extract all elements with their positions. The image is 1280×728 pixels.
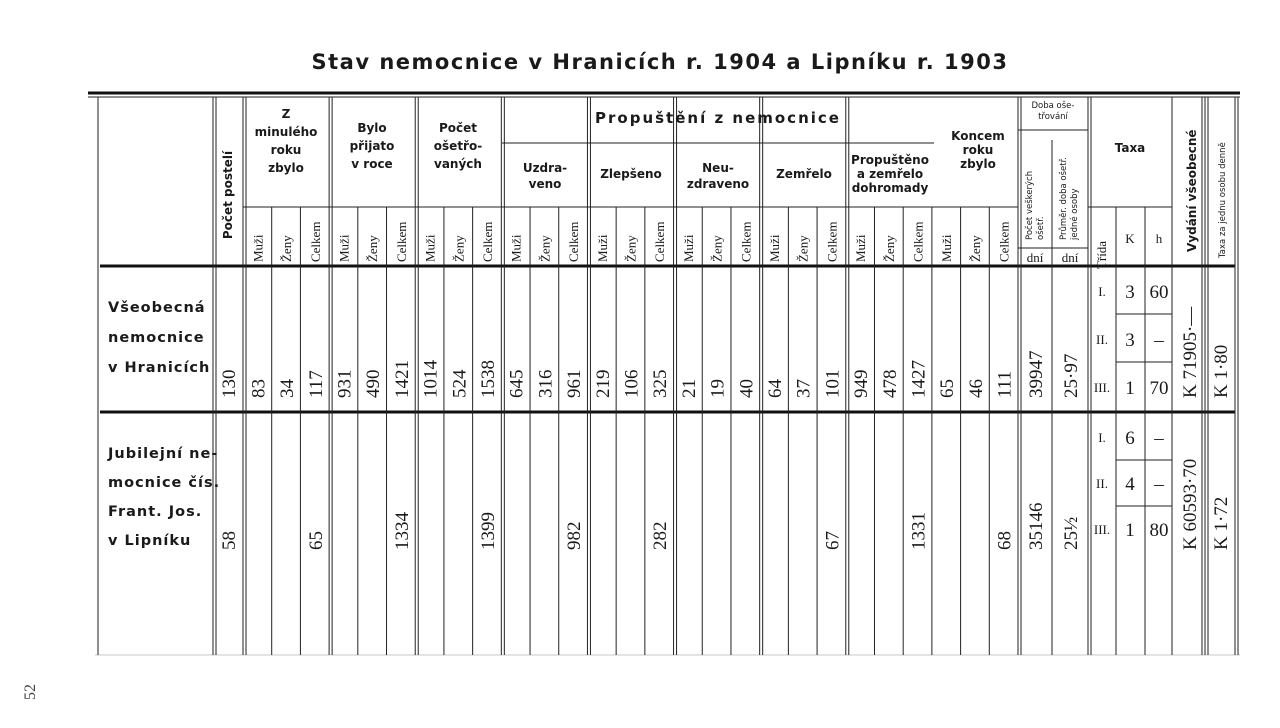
taxa-h: 60 (1149, 282, 1169, 303)
header-propusteno-dohromady: dohromady (851, 181, 929, 195)
taxa-trida: I. (1098, 430, 1106, 445)
cell-value: 961 (564, 369, 586, 398)
header-bylo-prijato: v roce (351, 157, 393, 171)
header-muzi: Muži (250, 234, 266, 262)
header-zeny: Ženy (709, 235, 725, 262)
header-pocet-osetrovanych: ošetřo- (433, 139, 483, 153)
cell-value: 67 (822, 531, 844, 550)
cell-value: 58 (219, 531, 240, 550)
header-zeny: Ženy (881, 235, 897, 262)
header-z-minuleho-roku: Z (281, 107, 291, 121)
header-neuzdraveno: zdraveno (686, 177, 750, 191)
header-propusteni: Propuštění z nemocnice (595, 109, 841, 127)
header-neuzdraveno: Neu- (702, 161, 734, 175)
header-celkem: Celkem (652, 221, 668, 262)
header-zeny: Ženy (365, 235, 381, 262)
taxa-osoba-value: K 1·72 (1211, 496, 1232, 550)
vydani-value: K 71905·— (1180, 306, 1201, 398)
cell-value: 316 (535, 369, 557, 398)
header-uzdraveno: Uzdra- (522, 161, 568, 175)
header-celkem: Celkem (910, 221, 926, 262)
row-label: v Hranicích (108, 360, 211, 376)
taxa-k: 1 (1125, 520, 1135, 541)
cell-value: 325 (650, 369, 672, 398)
header-dni-total: dní (1026, 250, 1044, 265)
cell-value: 106 (621, 369, 643, 398)
page-number: 52 (22, 684, 39, 700)
page-title: Stav nemocnice v Hranicích r. 1904 a Lipníku r. 1903 (311, 50, 1009, 74)
cell-value: 219 (592, 369, 614, 398)
header-zeny: Ženy (279, 235, 295, 262)
header-trida: Třída (1094, 240, 1109, 270)
cell-value: 39947 (1026, 350, 1047, 398)
header-propusteno-dohromady: Propuštěno (851, 153, 929, 167)
cell-value: 931 (334, 369, 356, 398)
cell-value: 949 (851, 369, 873, 398)
cell-value: 1399 (477, 512, 499, 550)
cell-value: 1427 (908, 360, 930, 398)
header-koncem-roku: roku (962, 143, 994, 157)
header-celkem: Celkem (996, 221, 1012, 262)
cell-value: 524 (449, 369, 471, 398)
cell-value: 478 (879, 369, 901, 398)
taxa-trida: I. (1098, 284, 1106, 299)
header-propusteno-dohromady: a zemřelo (856, 167, 924, 181)
taxa-trida: III. (1093, 522, 1111, 537)
taxa-k: 4 (1125, 474, 1135, 495)
cell-value: 19 (707, 379, 729, 398)
header-h: h (1155, 231, 1163, 246)
header-uzdraveno: veno (528, 177, 562, 191)
header-celkem: Celkem (824, 221, 840, 262)
cell-value: 490 (363, 369, 385, 398)
header-pocet-posteli: Počet postelí (221, 150, 235, 240)
cell-value: 117 (305, 370, 327, 398)
taxa-h: 80 (1149, 520, 1169, 541)
row-label: mocnice čís. (108, 475, 221, 491)
header-z-minuleho-roku: minulého (254, 125, 318, 139)
header-muzi: Muži (767, 234, 783, 262)
header-zeny: Ženy (537, 235, 553, 262)
header-muzi: Muži (508, 234, 524, 262)
cell-value: 982 (564, 521, 586, 550)
header-celkem: Celkem (738, 221, 754, 262)
cell-value: 25·97 (1061, 353, 1082, 398)
header-zeny: Ženy (795, 235, 811, 262)
taxa-trida: II. (1096, 476, 1108, 491)
header-dni-avg: dní (1061, 250, 1079, 265)
cell-value: 68 (994, 530, 1016, 550)
cell-value: 35146 (1026, 502, 1047, 550)
cell-value: 65 (937, 379, 959, 398)
cell-value: 1331 (908, 512, 930, 550)
header-zeny: Ženy (967, 235, 983, 262)
taxa-h: 70 (1149, 378, 1169, 399)
header-muzi: Muži (680, 234, 696, 262)
header-koncem-roku: Koncem (951, 129, 1005, 143)
taxa-trida: III. (1093, 380, 1111, 395)
header-taxa: Taxa (1114, 141, 1146, 155)
taxa-h: – (1154, 330, 1164, 351)
header-pocet-veskerych: Počet veškerých (1025, 170, 1035, 240)
vydani-value: K 60593·70 (1180, 458, 1201, 550)
cell-value: 1538 (477, 360, 499, 398)
header-muzi: Muži (594, 234, 610, 262)
cell-value: 282 (650, 521, 672, 550)
cell-value: 21 (678, 379, 700, 398)
header-celkem: Celkem (393, 221, 409, 262)
header-muzi: Muži (939, 234, 955, 262)
header-muzi: Muži (853, 234, 869, 262)
taxa-k: 3 (1125, 282, 1135, 303)
header-zeny: Ženy (623, 235, 639, 262)
cell-value: 101 (822, 369, 844, 398)
taxa-osoba-value: K 1·80 (1211, 344, 1232, 398)
header-bylo-prijato: Bylo (357, 121, 387, 135)
header-celkem: Celkem (566, 221, 582, 262)
header-taxa-za-osobu: Taxa za jednu osobu denně (1218, 142, 1228, 258)
cell-value: 65 (305, 531, 327, 550)
cell-value: 83 (248, 379, 270, 398)
cell-value: 130 (219, 369, 240, 398)
header-zemrelo: Zemřelo (776, 167, 832, 181)
cell-value: 1421 (391, 360, 413, 398)
cell-value: 1334 (391, 512, 413, 550)
taxa-trida: II. (1096, 332, 1108, 347)
cell-value: 645 (506, 369, 528, 398)
taxa-k: 6 (1125, 428, 1135, 449)
taxa-h: – (1154, 474, 1164, 495)
header-zlepseno: Zlepšeno (600, 167, 662, 181)
taxa-k: 1 (1125, 378, 1135, 399)
header-bylo-prijato: přijato (349, 139, 395, 153)
header-zeny: Ženy (451, 235, 467, 262)
header-pocet-osetrovanych: Počet (438, 121, 478, 135)
header-muzi: Muži (336, 234, 352, 262)
header-z-minuleho-roku: zbylo (268, 161, 304, 175)
header-vydani-vseobecne: Vydání všeobecné (1185, 129, 1199, 252)
header-doba-osetrovani: Doba oše- (1031, 101, 1075, 111)
cell-value: 1014 (420, 360, 442, 398)
cell-value: 46 (965, 379, 987, 398)
row-label: Všeobecná (108, 300, 206, 316)
header-pocet-osetrovanych: vaných (434, 157, 482, 171)
header-pocet-veskerych: ošetř. (1036, 216, 1046, 240)
cell-value: 34 (277, 379, 299, 398)
cell-value: 25½ (1061, 516, 1082, 550)
taxa-k: 3 (1125, 330, 1135, 351)
cell-value: 111 (994, 370, 1016, 398)
row-label: nemocnice (108, 330, 205, 346)
cell-value: 37 (793, 379, 815, 398)
header-koncem-roku: zbylo (960, 157, 996, 171)
header-muzi: Muži (422, 234, 438, 262)
header-prumer-doba: Průměr. doba ošetř. (1059, 157, 1069, 240)
row-label: Frant. Jos. (108, 504, 203, 520)
header-prumer-doba: jedné osoby (1070, 188, 1080, 240)
header-k: K (1125, 231, 1135, 246)
header-z-minuleho-roku: roku (270, 143, 302, 157)
row-label: Jubilejní ne- (108, 446, 219, 462)
cell-value: 40 (736, 379, 758, 398)
header-celkem: Celkem (479, 221, 495, 262)
header-doba-osetrovani: třování (1038, 112, 1068, 122)
header-celkem: Celkem (307, 221, 323, 262)
row-label: v Lipníku (108, 533, 192, 549)
cell-value: 64 (765, 379, 787, 398)
taxa-h: – (1154, 428, 1164, 449)
